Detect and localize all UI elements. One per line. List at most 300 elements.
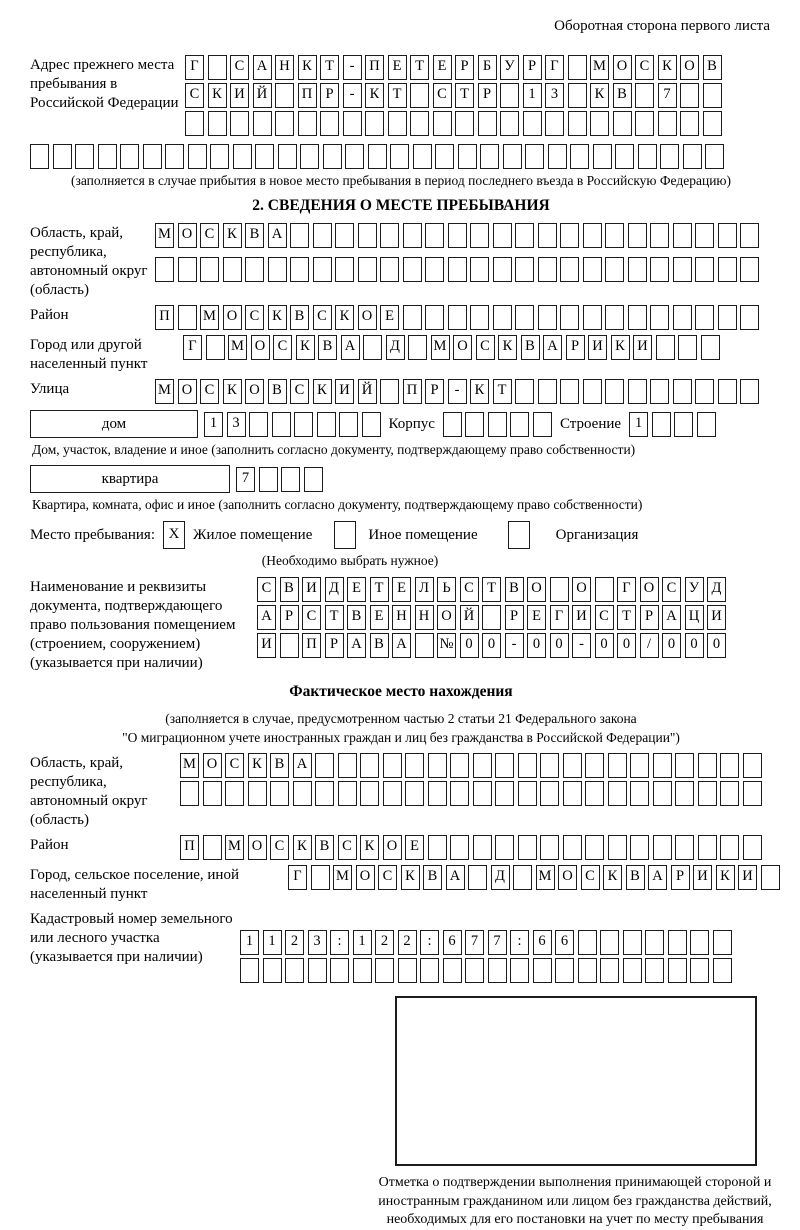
char-box: 3 <box>227 412 246 437</box>
char-box: К <box>611 335 630 360</box>
char-box <box>500 83 519 108</box>
char-box <box>380 257 399 282</box>
dom-row <box>30 410 772 438</box>
char-box: Г <box>545 55 564 80</box>
char-box: Т <box>455 83 474 108</box>
char-box <box>668 958 687 983</box>
dom-caption: Дом, участок, владение и иное (заполнить согласно документу, подтверждающему право собственности) <box>32 442 636 457</box>
char-box: И <box>588 335 607 360</box>
char-box <box>695 379 714 404</box>
char-box <box>473 781 492 806</box>
document-row-2 <box>257 605 726 630</box>
char-box <box>510 958 529 983</box>
char-box <box>435 144 454 169</box>
char-box <box>383 753 402 778</box>
char-box <box>398 958 417 983</box>
char-box <box>165 144 184 169</box>
char-box <box>448 223 467 248</box>
char-box: Р <box>671 865 690 890</box>
char-box: О <box>358 305 377 330</box>
char-box: Б <box>478 55 497 80</box>
char-box <box>680 111 699 136</box>
char-box: О <box>453 335 472 360</box>
inoe-label: Иное помещение <box>368 526 478 543</box>
char-box <box>718 223 737 248</box>
stamp-area <box>395 996 757 1166</box>
mesto-caption: (Необходимо выбрать нужное) <box>261 553 439 568</box>
char-box: Н <box>415 605 434 630</box>
char-box <box>623 958 642 983</box>
char-box: П <box>180 835 199 860</box>
char-box <box>660 144 679 169</box>
char-box <box>703 111 722 136</box>
char-box: И <box>257 633 276 658</box>
char-box <box>740 379 759 404</box>
char-box: Г <box>617 577 636 602</box>
char-box <box>403 223 422 248</box>
char-box: М <box>333 865 352 890</box>
char-box <box>761 865 780 890</box>
prev-address-label: Адрес прежнего места пребывания в Российской Федерации <box>30 57 179 111</box>
char-box: Л <box>415 577 434 602</box>
char-box <box>53 144 72 169</box>
char-box: В <box>315 835 334 860</box>
char-box <box>458 144 477 169</box>
char-box <box>668 930 687 955</box>
char-box <box>450 753 469 778</box>
char-box: О <box>558 865 577 890</box>
char-box: Е <box>380 305 399 330</box>
char-box <box>413 144 432 169</box>
char-box <box>290 257 309 282</box>
char-box <box>410 83 429 108</box>
char-box: - <box>505 633 524 658</box>
char-box: О <box>356 865 375 890</box>
fact-oblast-rows <box>180 753 762 830</box>
char-box: 6 <box>533 930 552 955</box>
char-box <box>285 958 304 983</box>
char-box <box>568 111 587 136</box>
char-box <box>428 781 447 806</box>
char-box <box>230 111 249 136</box>
char-box: К <box>498 335 517 360</box>
char-box <box>698 781 717 806</box>
document-row-1 <box>257 577 726 602</box>
char-box <box>683 144 702 169</box>
char-box <box>548 144 567 169</box>
char-box <box>673 305 692 330</box>
char-box: К <box>223 379 242 404</box>
char-box <box>563 781 582 806</box>
char-box <box>673 257 692 282</box>
stroenie-cells <box>629 412 716 437</box>
char-box <box>608 781 627 806</box>
char-box: 0 <box>685 633 704 658</box>
char-box <box>75 144 94 169</box>
kadastr-row-1 <box>240 930 732 955</box>
char-box <box>408 335 427 360</box>
char-box: С <box>230 55 249 80</box>
char-box <box>583 379 602 404</box>
char-box <box>600 930 619 955</box>
char-box: М <box>200 305 219 330</box>
char-box: Р <box>325 633 344 658</box>
char-box: А <box>662 605 681 630</box>
char-box: Г <box>288 865 307 890</box>
char-box: У <box>500 55 519 80</box>
char-box <box>375 958 394 983</box>
gorod-label: Город или другой населенный пункт <box>30 337 148 372</box>
char-box <box>623 930 642 955</box>
char-box <box>615 144 634 169</box>
char-box <box>313 223 332 248</box>
char-box: Т <box>493 379 512 404</box>
char-box <box>638 144 657 169</box>
char-box: Р <box>640 605 659 630</box>
char-box: Т <box>388 83 407 108</box>
char-box <box>538 223 557 248</box>
char-box <box>583 305 602 330</box>
prev-address-row-3 <box>185 111 722 136</box>
ulitsa-field <box>30 379 772 404</box>
char-box <box>482 605 501 630</box>
char-box <box>290 223 309 248</box>
char-box: С <box>338 835 357 860</box>
char-box <box>630 753 649 778</box>
char-box: Е <box>433 55 452 80</box>
char-box <box>583 257 602 282</box>
char-box: А <box>648 865 667 890</box>
char-box: С <box>662 577 681 602</box>
char-box: Е <box>392 577 411 602</box>
char-box <box>270 781 289 806</box>
document-label: Наименование и реквизиты документа, подтверждающего право пользования помещением (строением, сооружением) (указывается при наличии) <box>30 579 236 671</box>
char-box <box>180 781 199 806</box>
char-box <box>705 144 724 169</box>
char-box: 1 <box>353 930 372 955</box>
char-box: С <box>581 865 600 890</box>
stroenie-label: Строение <box>559 415 622 432</box>
char-box <box>280 633 299 658</box>
fact-oblast-field <box>30 753 772 830</box>
char-box <box>383 781 402 806</box>
char-box: : <box>420 930 439 955</box>
char-box <box>545 111 564 136</box>
char-box: С <box>290 379 309 404</box>
char-box: Й <box>358 379 377 404</box>
char-box: 0 <box>460 633 479 658</box>
char-box: К <box>298 55 317 80</box>
char-box: С <box>302 605 321 630</box>
char-box: 3 <box>545 83 564 108</box>
char-box <box>515 305 534 330</box>
char-box: К <box>223 223 242 248</box>
char-box: В <box>347 605 366 630</box>
char-box: М <box>155 379 174 404</box>
fact-oblast-row-2 <box>180 781 762 806</box>
char-box: С <box>476 335 495 360</box>
char-box <box>540 835 559 860</box>
prev-address-row-2 <box>185 83 722 108</box>
char-box <box>233 144 252 169</box>
char-box: 0 <box>707 633 726 658</box>
kvartira-cells <box>236 467 323 492</box>
char-box: 0 <box>550 633 569 658</box>
char-box: Г <box>183 335 202 360</box>
char-box <box>713 930 732 955</box>
char-box <box>743 781 762 806</box>
char-box <box>652 412 671 437</box>
char-box <box>593 144 612 169</box>
raion-label: Район <box>30 307 69 323</box>
char-box: 6 <box>443 930 462 955</box>
oblast-label: Область, край, республика, автономный округ (область) <box>30 225 148 298</box>
char-box: В <box>626 865 645 890</box>
char-box: И <box>230 83 249 108</box>
char-box <box>650 257 669 282</box>
char-box <box>30 144 49 169</box>
char-box <box>578 930 597 955</box>
char-box <box>510 412 529 437</box>
zhiloe-label: Жилое помещение <box>193 526 313 543</box>
char-box <box>595 577 614 602</box>
char-box: Е <box>405 835 424 860</box>
char-box <box>653 781 672 806</box>
char-box: М <box>228 335 247 360</box>
char-box <box>703 83 722 108</box>
char-box: С <box>257 577 276 602</box>
char-box: - <box>448 379 467 404</box>
oblast-rows <box>155 223 759 300</box>
char-box <box>560 305 579 330</box>
char-box: М <box>590 55 609 80</box>
char-box <box>473 835 492 860</box>
char-box: В <box>290 305 309 330</box>
page-header-note: Оборотная сторона первого листа <box>554 18 770 34</box>
char-box <box>740 257 759 282</box>
korpus-label: Корпус <box>388 415 435 432</box>
char-box <box>630 781 649 806</box>
char-box: : <box>330 930 349 955</box>
char-box <box>533 958 552 983</box>
char-box: 1 <box>204 412 223 437</box>
kvartira-type-box: квартира <box>30 465 230 493</box>
char-box <box>473 753 492 778</box>
prev-address-row-1 <box>185 55 722 80</box>
char-box: С <box>595 605 614 630</box>
char-box: В <box>245 223 264 248</box>
char-box <box>358 257 377 282</box>
char-box: К <box>268 305 287 330</box>
char-box <box>343 111 362 136</box>
char-box: О <box>527 577 546 602</box>
char-box <box>713 958 732 983</box>
char-box: 2 <box>285 930 304 955</box>
org-checkbox <box>508 521 530 549</box>
kadastr-label: Кадастровый номер земельного или лесного участка (указывается при наличии) <box>30 911 233 965</box>
char-box: Н <box>392 605 411 630</box>
char-box <box>608 835 627 860</box>
char-box <box>380 223 399 248</box>
char-box: 0 <box>527 633 546 658</box>
char-box: М <box>180 753 199 778</box>
char-box: 1 <box>629 412 648 437</box>
char-box <box>330 958 349 983</box>
char-box <box>515 257 534 282</box>
char-box <box>98 144 117 169</box>
char-box <box>495 753 514 778</box>
char-box: И <box>738 865 757 890</box>
char-box: А <box>293 753 312 778</box>
char-box: С <box>433 83 452 108</box>
char-box <box>518 753 537 778</box>
char-box: 7 <box>658 83 677 108</box>
char-box <box>488 412 507 437</box>
char-box: Ь <box>437 577 456 602</box>
char-box: Р <box>478 83 497 108</box>
char-box: П <box>403 379 422 404</box>
char-box <box>605 223 624 248</box>
prev-address-row-4 <box>30 144 772 169</box>
document-rows <box>257 577 726 673</box>
char-box: Р <box>320 83 339 108</box>
char-box <box>450 781 469 806</box>
char-box: В <box>613 83 632 108</box>
char-box <box>540 781 559 806</box>
prev-address-field <box>30 55 772 139</box>
char-box: Й <box>460 605 479 630</box>
mesto-prebyvaniya-row <box>30 521 772 549</box>
char-box: Й <box>253 83 272 108</box>
char-box <box>253 111 272 136</box>
prev-address-rows <box>185 55 722 139</box>
char-box <box>658 111 677 136</box>
char-box <box>278 144 297 169</box>
char-box <box>433 111 452 136</box>
char-box: Д <box>707 577 726 602</box>
char-box <box>281 467 300 492</box>
char-box <box>353 958 372 983</box>
char-box <box>480 144 499 169</box>
char-box: В <box>505 577 524 602</box>
char-box <box>720 835 739 860</box>
char-box: 7 <box>236 467 255 492</box>
char-box: - <box>572 633 591 658</box>
char-box: О <box>203 753 222 778</box>
char-box <box>678 335 697 360</box>
char-box: К <box>658 55 677 80</box>
char-box: К <box>603 865 622 890</box>
char-box: В <box>370 633 389 658</box>
char-box <box>263 958 282 983</box>
char-box <box>630 835 649 860</box>
fact-caption-line1: (заполняется в случае, предусмотренном частью 2 статьи 21 Федерального закона <box>165 711 637 726</box>
char-box: К <box>313 379 332 404</box>
char-box <box>673 379 692 404</box>
char-box <box>515 223 534 248</box>
char-box <box>415 633 434 658</box>
char-box: Т <box>320 55 339 80</box>
char-box: / <box>640 633 659 658</box>
char-box: М <box>431 335 450 360</box>
fact-raion-row <box>180 835 762 860</box>
char-box <box>339 412 358 437</box>
char-box <box>675 781 694 806</box>
char-box <box>628 379 647 404</box>
char-box: А <box>392 633 411 658</box>
char-box: С <box>378 865 397 890</box>
char-box <box>363 335 382 360</box>
char-box <box>680 83 699 108</box>
fact-oblast-row-1 <box>180 753 762 778</box>
char-box <box>188 144 207 169</box>
char-box <box>675 753 694 778</box>
kvartira-caption: Квартира, комната, офис и иное (заполнить согласно документу, подтверждающему право собственности) <box>32 497 643 512</box>
char-box <box>495 835 514 860</box>
char-box <box>560 379 579 404</box>
stamp-caption: Отметка о подтверждении выполнения принимающей стороной и иностранным гражданином или лицом без гражданства действий, необходимых для его постановки на учет по месту пребывания <box>378 1175 772 1227</box>
char-box: Е <box>370 605 389 630</box>
char-box: К <box>296 335 315 360</box>
char-box <box>206 335 225 360</box>
char-box: И <box>693 865 712 890</box>
char-box <box>200 257 219 282</box>
char-box: У <box>685 577 704 602</box>
fact-raion-field <box>30 835 772 860</box>
char-box <box>249 412 268 437</box>
char-box <box>635 83 654 108</box>
char-box <box>513 865 532 890</box>
char-box: С <box>273 335 292 360</box>
char-box <box>518 781 537 806</box>
char-box: К <box>293 835 312 860</box>
char-box <box>300 144 319 169</box>
char-box <box>720 753 739 778</box>
char-box: К <box>208 83 227 108</box>
char-box <box>740 223 759 248</box>
oblast-field <box>30 223 772 300</box>
char-box: 0 <box>662 633 681 658</box>
char-box <box>583 223 602 248</box>
kadastr-row-2 <box>240 958 732 983</box>
char-box <box>304 467 323 492</box>
char-box: М <box>225 835 244 860</box>
char-box <box>335 223 354 248</box>
char-box: С <box>200 379 219 404</box>
char-box <box>443 958 462 983</box>
char-box <box>478 111 497 136</box>
char-box <box>560 223 579 248</box>
char-box <box>465 412 484 437</box>
char-box <box>568 55 587 80</box>
char-box <box>120 144 139 169</box>
mesto-label: Место пребывания: <box>30 526 155 543</box>
char-box <box>645 930 664 955</box>
char-box: С <box>635 55 654 80</box>
char-box: Т <box>325 605 344 630</box>
char-box <box>470 257 489 282</box>
char-box <box>311 865 330 890</box>
char-box <box>740 305 759 330</box>
char-box <box>425 305 444 330</box>
char-box <box>656 335 675 360</box>
char-box <box>259 467 278 492</box>
char-box <box>465 958 484 983</box>
fact-title: Фактическое место нахождения <box>289 683 513 700</box>
char-box: И <box>302 577 321 602</box>
char-box <box>570 144 589 169</box>
char-box <box>420 958 439 983</box>
